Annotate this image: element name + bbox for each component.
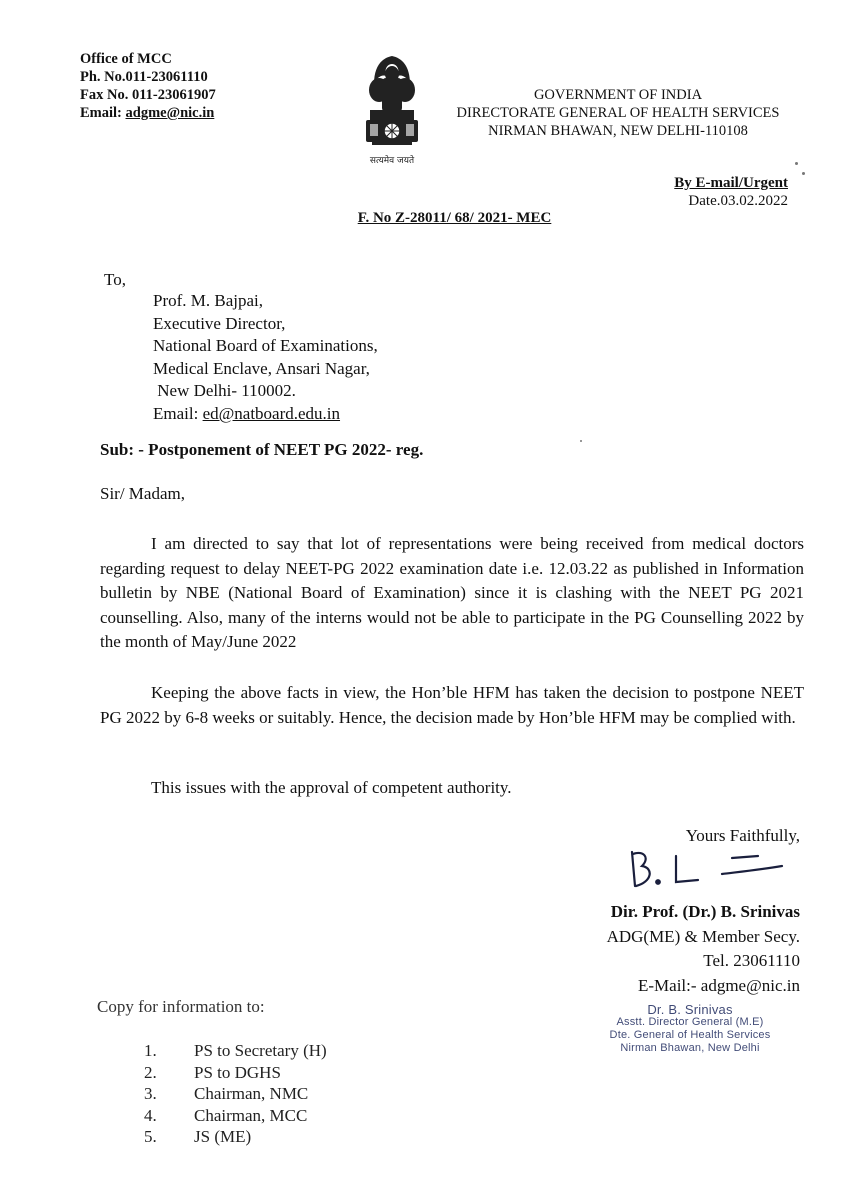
office-email-row xyxy=(80,104,216,122)
recipient-email-label: Email: xyxy=(153,403,203,423)
scan-speck xyxy=(795,162,798,165)
handwritten-signature xyxy=(618,842,788,898)
list-item-text: PS to Secretary (H) xyxy=(194,1041,327,1060)
signer-designation: ADG(ME) & Member Secy. xyxy=(606,926,800,946)
list-item-number: 5. xyxy=(144,1127,157,1146)
emblem-icon xyxy=(352,50,432,172)
list-item-text: Chairman, MCC xyxy=(194,1105,308,1125)
government-block xyxy=(448,86,788,140)
signer-name: Dir. Prof. (Dr.) B. Srinivas xyxy=(610,902,800,921)
national-emblem xyxy=(352,50,432,172)
office-email-link[interactable]: adgme@nic.in xyxy=(125,105,215,121)
recipient-email-link[interactable]: ed@natboard.edu.in xyxy=(202,403,341,423)
body-text-1: I am directed to say that lot of representations were being received from medical doctors regarding request to delay NEET-PG 2022 examination date i.e. 12.03.22 as published in Information bulletin by NBE (National Board of Examination) since it is clashing with the NEET PG 2021 counselling. Also, many of the interns would not be able to participate in the PG Counselling 2022 by the month of May/June 2022 xyxy=(100,534,804,651)
gov-line-3: NIRMAN BHAWAN, NEW DELHI-110108 xyxy=(488,123,748,139)
recipient-org: National Board of Examinations, xyxy=(153,336,378,356)
to-label: To, xyxy=(104,270,126,289)
list-item xyxy=(144,1062,327,1084)
stamp-line-4: Nirman Bhawan, New Delhi xyxy=(620,1042,760,1054)
recipient-email-row xyxy=(153,403,378,426)
office-block xyxy=(80,50,216,122)
closing: Yours Faithfully, xyxy=(685,826,800,845)
list-item xyxy=(144,1083,327,1105)
body-paragraph-2 xyxy=(100,681,804,730)
letter-date: Date.03.02.2022 xyxy=(688,193,788,209)
list-item xyxy=(144,1105,327,1127)
office-name: Office of MCC xyxy=(80,51,172,67)
stamp-line-1: Dr. B. Srinivas xyxy=(647,1002,733,1017)
recipient-name: Prof. M. Bajpai, xyxy=(153,291,264,310)
office-phone: Ph. No.011-23061110 xyxy=(80,69,208,85)
office-fax: Fax No. 011-23061907 xyxy=(80,87,216,103)
signer-tel: Tel. 23061110 xyxy=(703,951,800,970)
copy-heading: Copy for information to: xyxy=(97,997,265,1016)
scan-speck xyxy=(802,172,805,175)
signer-email: E-Mail:- adgme@nic.in xyxy=(638,975,800,995)
body-paragraph-3 xyxy=(100,776,804,801)
salutation: Sir/ Madam, xyxy=(100,484,185,503)
emblem-motto: सत्यमेव जयते xyxy=(369,156,415,166)
copy-list xyxy=(144,1040,327,1148)
dispatch-block xyxy=(600,174,788,210)
recipient-city: New Delhi- 110002. xyxy=(153,381,296,401)
body-text-3: This issues with the approval of competent authority. xyxy=(151,778,512,797)
signer-block xyxy=(560,900,800,998)
list-item-text: PS to DGHS xyxy=(194,1062,281,1082)
file-number: F. No Z-28011/ 68/ 2021- MEC xyxy=(357,210,552,226)
body-paragraph-1 xyxy=(100,532,804,655)
by-email-label: By E-mail/Urgent xyxy=(674,175,788,191)
subject-line: Sub: - Postponement of NEET PG 2022- reg. xyxy=(100,440,424,459)
stamp-line-3: Dte. General of Health Services xyxy=(609,1029,771,1041)
list-item-number: 4. xyxy=(144,1105,157,1125)
list-item xyxy=(144,1040,327,1062)
recipient-title: Executive Director, xyxy=(153,313,286,333)
stamp-line-2: Asstt. Director General (M.E) xyxy=(616,1016,764,1028)
scan-speck xyxy=(580,440,582,442)
recipient-address xyxy=(153,290,378,426)
list-item-text: Chairman, NMC xyxy=(194,1084,309,1103)
office-email-label: Email: xyxy=(80,105,126,121)
gov-line-2: DIRECTORATE GENERAL OF HEALTH SERVICES xyxy=(456,105,780,121)
list-item-text: JS (ME) xyxy=(194,1127,252,1146)
list-item-number: 3. xyxy=(144,1084,157,1103)
gov-line-1: GOVERNMENT OF INDIA xyxy=(533,87,703,103)
list-item-number: 1. xyxy=(144,1041,157,1060)
recipient-street: Medical Enclave, Ansari Nagar, xyxy=(153,358,370,378)
list-item xyxy=(144,1126,327,1148)
body-text-2: Keeping the above facts in view, the Hon’ble HFM has taken the decision to postpone NEET PG 2022 by 6-8 weeks or suitably. Hence, the decision made by Hon’ble HFM may be complied with. xyxy=(100,683,804,727)
list-item-number: 2. xyxy=(144,1062,157,1082)
official-stamp xyxy=(585,1003,795,1055)
